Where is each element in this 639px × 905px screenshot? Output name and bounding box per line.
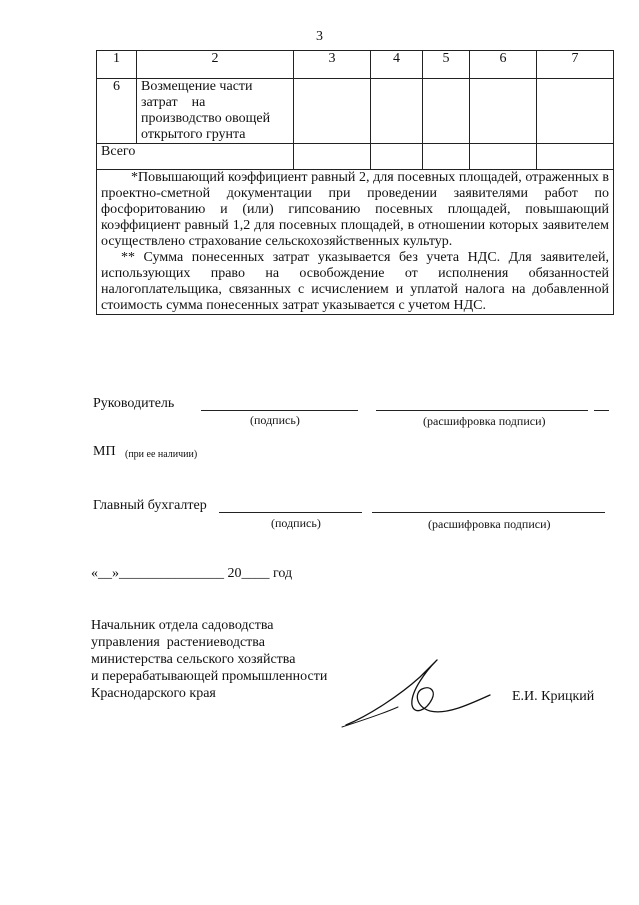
col-header-1: 1 <box>97 51 137 79</box>
empty-cell <box>470 144 537 170</box>
col-header-3: 3 <box>294 51 371 79</box>
row-number: 6 <box>97 79 137 144</box>
org-line: министерства сельского хозяйства <box>91 652 296 667</box>
note-vat: ** Сумма понесенных затрат указывается без учета НДС. Для заявителей, использующих право на освобождение от исполнения обязанностей налогоплательщика, связанных с исчислением и уплатой налога на добавленной стоимость сумма понесенных затрат указывается с учетом НДС. <box>101 250 609 313</box>
accountant-label: Главный бухгалтер <box>93 498 207 513</box>
col-header-7: 7 <box>537 51 614 79</box>
col-header-5: 5 <box>423 51 470 79</box>
org-line: Краснодарского края <box>91 686 216 701</box>
empty-cell <box>537 79 614 144</box>
empty-cell <box>371 144 423 170</box>
col-header-4: 4 <box>371 51 423 79</box>
total-label: Всего <box>97 144 294 170</box>
expense-table <box>96 50 614 315</box>
empty-cell <box>423 79 470 144</box>
row-description <box>137 79 294 144</box>
head-signature-line <box>201 410 358 411</box>
row-description-line: открытого грунта <box>141 127 246 142</box>
empty-cell <box>470 79 537 144</box>
table-row <box>97 79 614 144</box>
accountant-decoding-caption: (расшифровка подписи) <box>428 517 551 531</box>
accountant-signature-line <box>219 512 362 513</box>
head-decoding-line-end <box>594 410 609 411</box>
col-header-2: 2 <box>137 51 294 79</box>
empty-cell <box>371 79 423 144</box>
empty-cell <box>294 144 371 170</box>
notes-row <box>97 170 614 315</box>
head-decoding-line <box>376 410 588 411</box>
head-label: Руководитель <box>93 396 175 411</box>
row-description-line: производство овощей <box>141 111 271 126</box>
head-signature-caption: (подпись) <box>250 413 300 427</box>
signer-organization <box>91 617 327 702</box>
org-line: и перерабатывающей промышленности <box>91 669 328 684</box>
notes-cell <box>97 170 614 315</box>
head-decoding-caption: (расшифровка подписи) <box>423 414 546 428</box>
org-line: управления растениеводства <box>91 635 265 650</box>
stamp-label: МП <box>93 444 116 459</box>
total-row <box>97 144 614 170</box>
page-number: 3 <box>316 29 323 44</box>
accountant-signature-caption: (подпись) <box>271 516 321 530</box>
table-header-row <box>97 51 614 79</box>
empty-cell <box>423 144 470 170</box>
handwritten-signature <box>340 655 500 735</box>
accountant-decoding-line <box>372 512 605 513</box>
org-line: Начальник отдела садоводства <box>91 618 274 633</box>
signer-name: Е.И. Крицкий <box>512 689 595 704</box>
row-description-line: затрат на <box>141 95 206 110</box>
note-coefficient: *Повышающий коэффициент равный 2, для посевных площадей, отраженных в проектно-сметной документации при проведении заявителями работ по фосфоритованию и (или) гипсованию посевных площадей, повышающий коэффициент равный 1,2 для посевных площадей, в отношении которых заявителем осуществлено страхование сельскохозяйственных культур. <box>101 170 609 249</box>
row-description-line: Возмещение части <box>141 79 253 94</box>
stamp-note: (при ее наличии) <box>125 449 198 460</box>
date-line: «__»_______________ 20____ год <box>91 566 293 581</box>
empty-cell <box>294 79 371 144</box>
empty-cell <box>537 144 614 170</box>
col-header-6: 6 <box>470 51 537 79</box>
